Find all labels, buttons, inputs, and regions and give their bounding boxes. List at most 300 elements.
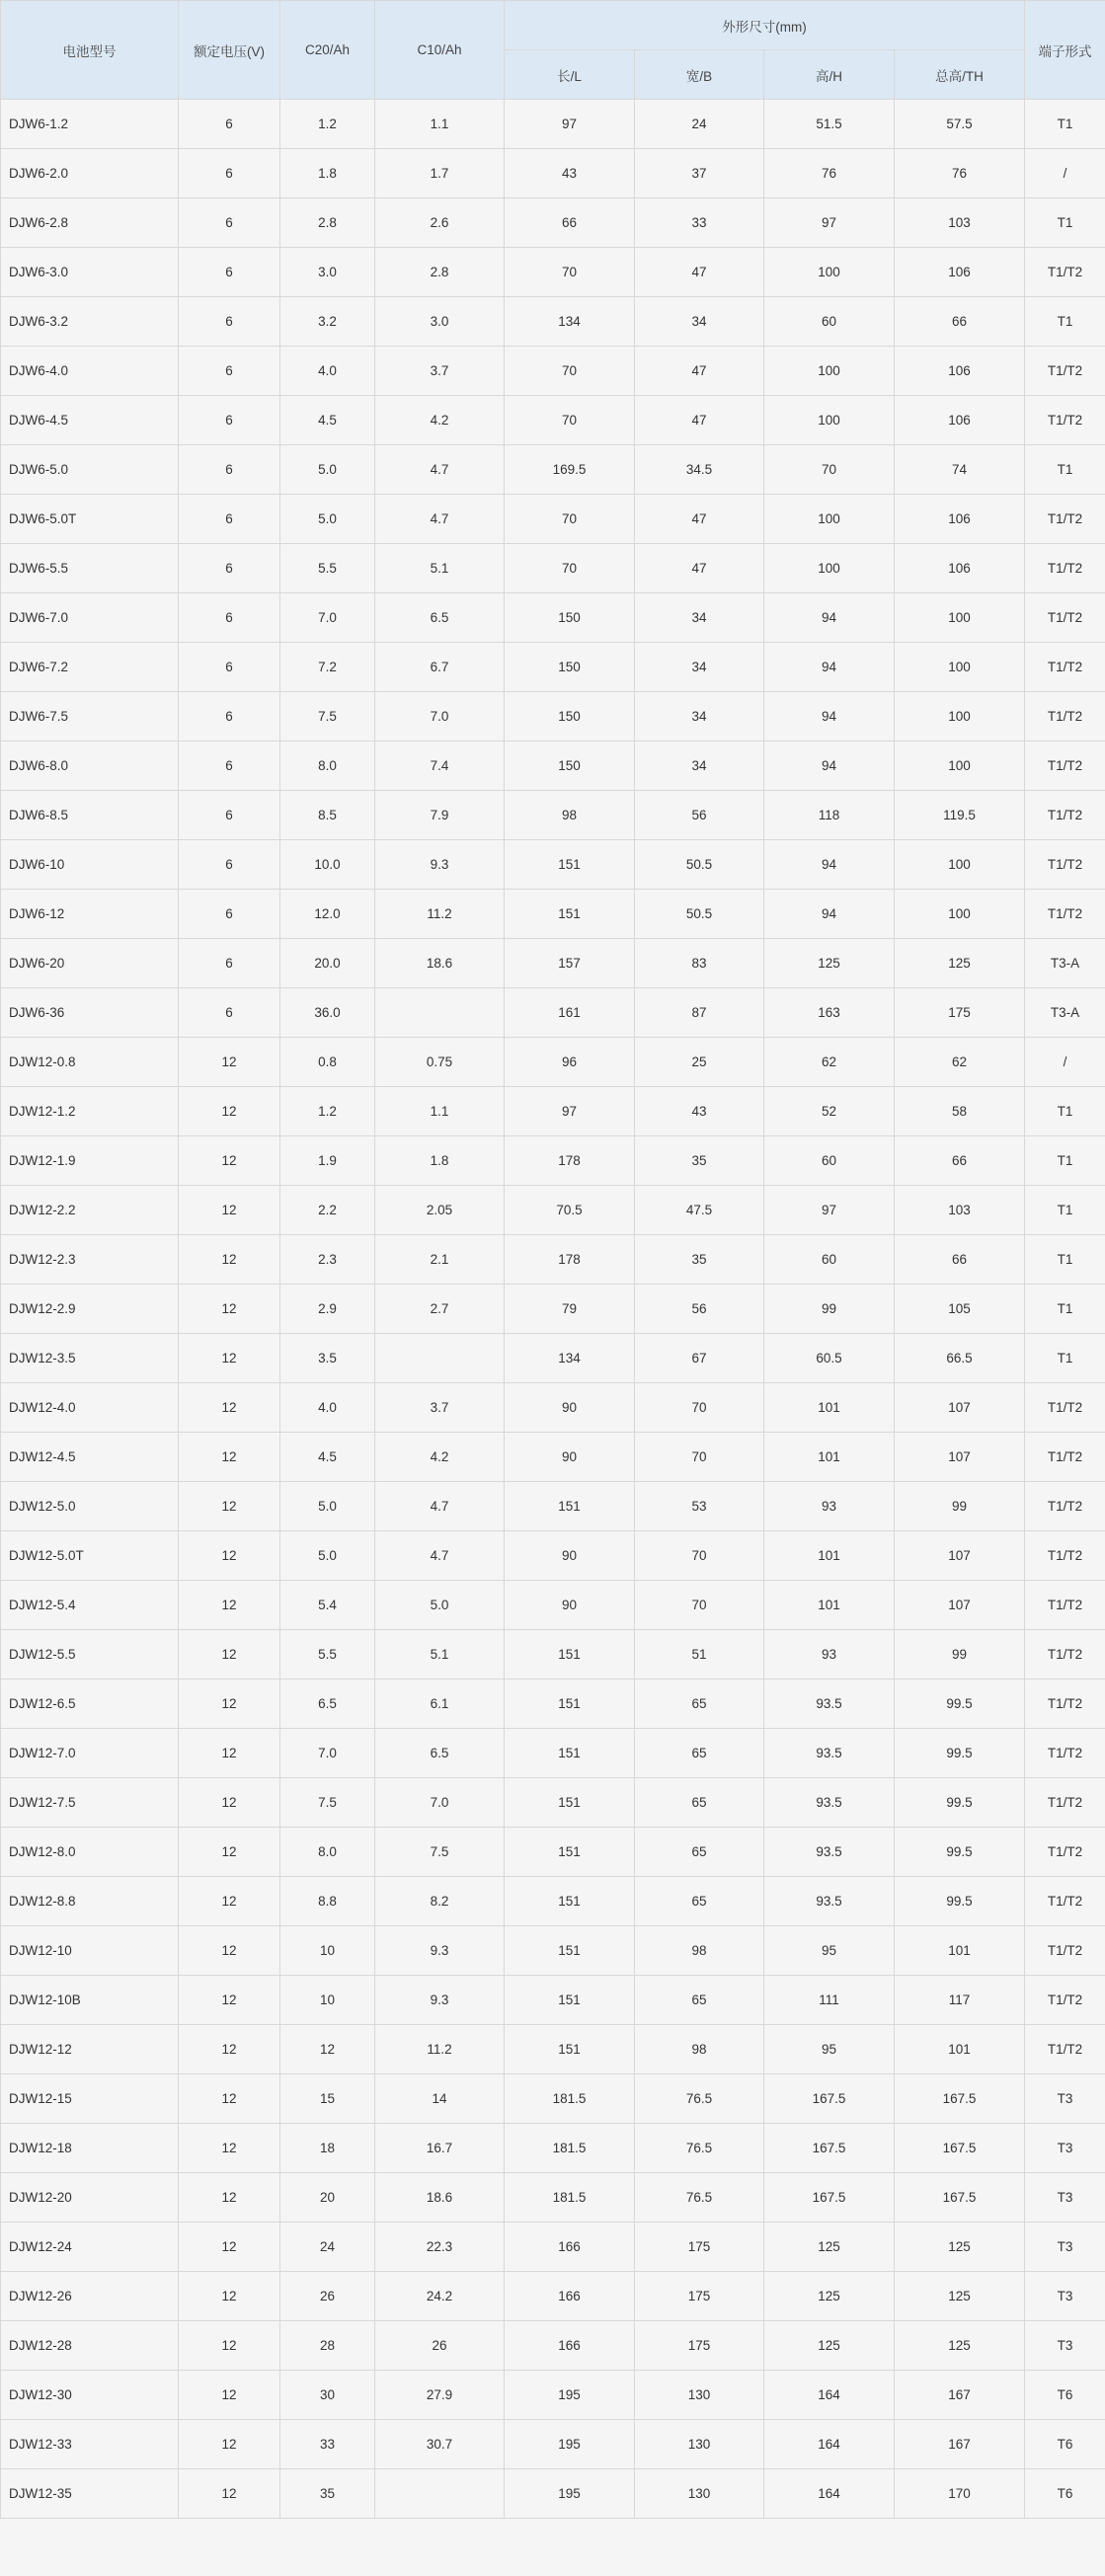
cell-width: 35: [635, 1136, 764, 1186]
cell-length: 166: [505, 2321, 635, 2371]
cell-c10: 8.2: [375, 1877, 505, 1926]
cell-length: 151: [505, 890, 635, 939]
cell-width: 47: [635, 396, 764, 445]
cell-c10: 16.7: [375, 2124, 505, 2173]
cell-length: 151: [505, 1877, 635, 1926]
cell-c20: 12: [280, 2025, 375, 2074]
cell-total-height: 125: [895, 2223, 1025, 2272]
cell-total-height: 99.5: [895, 1778, 1025, 1828]
cell-c20: 4.5: [280, 396, 375, 445]
cell-terminal: T3-A: [1025, 939, 1105, 988]
cell-total-height: 175: [895, 988, 1025, 1038]
cell-total-height: 99.5: [895, 1828, 1025, 1877]
table-row: [1, 890, 1105, 939]
cell-voltage: 6: [179, 248, 280, 297]
cell-terminal: T1/T2: [1025, 791, 1105, 840]
cell-length: 150: [505, 593, 635, 643]
cell-width: 24: [635, 100, 764, 149]
cell-terminal: T1: [1025, 445, 1105, 495]
cell-model: DJW6-20: [1, 939, 179, 988]
cell-terminal: T3: [1025, 2074, 1105, 2124]
cell-c20: 8.8: [280, 1877, 375, 1926]
cell-c10: 4.2: [375, 396, 505, 445]
cell-height: 60: [764, 297, 895, 347]
cell-c10: 7.0: [375, 692, 505, 742]
cell-height: 167.5: [764, 2173, 895, 2223]
cell-model: DJW6-5.5: [1, 544, 179, 593]
cell-height: 93: [764, 1482, 895, 1531]
cell-c20: 0.8: [280, 1038, 375, 1087]
cell-height: 95: [764, 1926, 895, 1976]
cell-width: 47: [635, 347, 764, 396]
cell-voltage: 6: [179, 297, 280, 347]
cell-terminal: T1/T2: [1025, 840, 1105, 890]
cell-c20: 18: [280, 2124, 375, 2173]
cell-c10: 6.5: [375, 593, 505, 643]
cell-width: 65: [635, 1778, 764, 1828]
cell-terminal: T1: [1025, 1186, 1105, 1235]
cell-voltage: 12: [179, 2074, 280, 2124]
cell-c10: 5.0: [375, 1581, 505, 1630]
cell-model: DJW12-24: [1, 2223, 179, 2272]
cell-terminal: T1/T2: [1025, 1828, 1105, 1877]
cell-terminal: T1: [1025, 1136, 1105, 1186]
cell-model: DJW6-36: [1, 988, 179, 1038]
table-row: [1, 791, 1105, 840]
cell-c10: 4.2: [375, 1433, 505, 1482]
cell-c10: 6.5: [375, 1729, 505, 1778]
cell-length: 70: [505, 495, 635, 544]
cell-c10: 3.7: [375, 347, 505, 396]
cell-length: 97: [505, 100, 635, 149]
cell-model: DJW6-7.2: [1, 643, 179, 692]
table-row: [1, 2272, 1105, 2321]
cell-model: DJW6-8.0: [1, 742, 179, 791]
cell-width: 35: [635, 1235, 764, 1285]
cell-width: 70: [635, 1531, 764, 1581]
cell-model: DJW12-4.0: [1, 1383, 179, 1433]
cell-terminal: T3: [1025, 2173, 1105, 2223]
cell-terminal: T3: [1025, 2223, 1105, 2272]
cell-total-height: 107: [895, 1383, 1025, 1433]
table-row: [1, 1334, 1105, 1383]
cell-model: DJW12-30: [1, 2371, 179, 2420]
cell-height: 118: [764, 791, 895, 840]
table-row: [1, 593, 1105, 643]
cell-height: 93.5: [764, 1877, 895, 1926]
cell-model: DJW6-7.5: [1, 692, 179, 742]
cell-voltage: 12: [179, 1334, 280, 1383]
cell-total-height: 58: [895, 1087, 1025, 1136]
cell-voltage: 12: [179, 1235, 280, 1285]
cell-total-height: 170: [895, 2469, 1025, 2519]
cell-c10: 1.7: [375, 149, 505, 198]
cell-width: 65: [635, 1679, 764, 1729]
cell-length: 195: [505, 2371, 635, 2420]
cell-voltage: 12: [179, 1729, 280, 1778]
cell-length: 151: [505, 840, 635, 890]
cell-height: 95: [764, 2025, 895, 2074]
cell-c20: 10: [280, 1926, 375, 1976]
cell-width: 51: [635, 1630, 764, 1679]
cell-terminal: T3-A: [1025, 988, 1105, 1038]
cell-width: 70: [635, 1433, 764, 1482]
header-dimensions: 外形尺寸(mm): [505, 1, 1025, 50]
cell-total-height: 106: [895, 347, 1025, 396]
cell-width: 175: [635, 2223, 764, 2272]
cell-width: 34: [635, 593, 764, 643]
table-row: [1, 1926, 1105, 1976]
cell-length: 178: [505, 1235, 635, 1285]
cell-length: 134: [505, 1334, 635, 1383]
cell-c20: 12.0: [280, 890, 375, 939]
cell-length: 70: [505, 396, 635, 445]
cell-c20: 3.0: [280, 248, 375, 297]
cell-terminal: T3: [1025, 2321, 1105, 2371]
cell-total-height: 99: [895, 1482, 1025, 1531]
cell-model: DJW12-2.2: [1, 1186, 179, 1235]
cell-c10: 3.7: [375, 1383, 505, 1433]
cell-total-height: 101: [895, 1926, 1025, 1976]
table-row: [1, 297, 1105, 347]
cell-height: 100: [764, 544, 895, 593]
cell-c20: 2.3: [280, 1235, 375, 1285]
cell-c10: 2.1: [375, 1235, 505, 1285]
cell-width: 65: [635, 1729, 764, 1778]
cell-c10: 18.6: [375, 2173, 505, 2223]
cell-c10: 26: [375, 2321, 505, 2371]
table-row: [1, 2173, 1105, 2223]
cell-total-height: 100: [895, 643, 1025, 692]
cell-c10: 2.8: [375, 248, 505, 297]
table-row: [1, 100, 1105, 149]
cell-c20: 30: [280, 2371, 375, 2420]
cell-c20: 4.5: [280, 1433, 375, 1482]
cell-voltage: 12: [179, 1186, 280, 1235]
table-row: [1, 347, 1105, 396]
table-row: [1, 1778, 1105, 1828]
cell-length: 195: [505, 2469, 635, 2519]
cell-width: 98: [635, 1926, 764, 1976]
cell-model: DJW12-18: [1, 2124, 179, 2173]
cell-length: 151: [505, 1630, 635, 1679]
cell-model: DJW12-20: [1, 2173, 179, 2223]
header-model: 电池型号: [1, 1, 179, 100]
cell-width: 76.5: [635, 2173, 764, 2223]
cell-c20: 8.0: [280, 742, 375, 791]
cell-total-height: 119.5: [895, 791, 1025, 840]
table-row: [1, 2025, 1105, 2074]
table-header: [1, 1, 1105, 100]
cell-height: 164: [764, 2371, 895, 2420]
cell-height: 164: [764, 2469, 895, 2519]
cell-total-height: 66: [895, 297, 1025, 347]
cell-model: DJW6-12: [1, 890, 179, 939]
cell-model: DJW12-5.0T: [1, 1531, 179, 1581]
cell-terminal: T1/T2: [1025, 593, 1105, 643]
cell-terminal: T1/T2: [1025, 347, 1105, 396]
cell-height: 125: [764, 2272, 895, 2321]
cell-total-height: 125: [895, 2272, 1025, 2321]
cell-height: 94: [764, 840, 895, 890]
cell-height: 51.5: [764, 100, 895, 149]
cell-width: 65: [635, 1976, 764, 2025]
cell-c10: [375, 988, 505, 1038]
cell-terminal: T1/T2: [1025, 1482, 1105, 1531]
cell-c20: 2.8: [280, 198, 375, 248]
cell-total-height: 99: [895, 1630, 1025, 1679]
cell-c20: 15: [280, 2074, 375, 2124]
cell-c20: 10: [280, 1976, 375, 2025]
table-row: [1, 2469, 1105, 2519]
cell-c10: 0.75: [375, 1038, 505, 1087]
cell-total-height: 57.5: [895, 100, 1025, 149]
cell-c20: 36.0: [280, 988, 375, 1038]
cell-voltage: 6: [179, 347, 280, 396]
cell-length: 70: [505, 248, 635, 297]
cell-width: 50.5: [635, 840, 764, 890]
table-row: [1, 1433, 1105, 1482]
cell-terminal: T1/T2: [1025, 1976, 1105, 2025]
cell-width: 25: [635, 1038, 764, 1087]
cell-height: 167.5: [764, 2124, 895, 2173]
cell-terminal: T1: [1025, 100, 1105, 149]
cell-terminal: T1: [1025, 1334, 1105, 1383]
cell-height: 94: [764, 643, 895, 692]
cell-length: 181.5: [505, 2074, 635, 2124]
cell-c10: 7.4: [375, 742, 505, 791]
cell-total-height: 107: [895, 1531, 1025, 1581]
cell-length: 150: [505, 692, 635, 742]
cell-voltage: 12: [179, 1383, 280, 1433]
cell-height: 111: [764, 1976, 895, 2025]
cell-voltage: 6: [179, 791, 280, 840]
cell-voltage: 12: [179, 1285, 280, 1334]
cell-width: 76.5: [635, 2124, 764, 2173]
cell-c10: 27.9: [375, 2371, 505, 2420]
cell-c20: 5.4: [280, 1581, 375, 1630]
cell-width: 65: [635, 1828, 764, 1877]
cell-total-height: 167.5: [895, 2074, 1025, 2124]
cell-c20: 24: [280, 2223, 375, 2272]
cell-width: 34: [635, 692, 764, 742]
cell-voltage: 6: [179, 840, 280, 890]
cell-length: 151: [505, 1679, 635, 1729]
table-row: [1, 1581, 1105, 1630]
cell-c10: 24.2: [375, 2272, 505, 2321]
cell-terminal: T1/T2: [1025, 742, 1105, 791]
cell-c20: 4.0: [280, 347, 375, 396]
cell-height: 97: [764, 198, 895, 248]
cell-c10: 4.7: [375, 1482, 505, 1531]
header-total-height: 总高/TH: [895, 50, 1025, 100]
cell-width: 34.5: [635, 445, 764, 495]
cell-length: 181.5: [505, 2173, 635, 2223]
cell-terminal: T1/T2: [1025, 692, 1105, 742]
cell-model: DJW12-12: [1, 2025, 179, 2074]
header-width: 宽/B: [635, 50, 764, 100]
cell-model: DJW6-8.5: [1, 791, 179, 840]
cell-model: DJW12-2.3: [1, 1235, 179, 1285]
cell-c20: 1.9: [280, 1136, 375, 1186]
cell-total-height: 107: [895, 1433, 1025, 1482]
cell-model: DJW12-10: [1, 1926, 179, 1976]
cell-voltage: 12: [179, 1136, 280, 1186]
cell-width: 56: [635, 791, 764, 840]
cell-total-height: 167: [895, 2420, 1025, 2469]
cell-height: 93.5: [764, 1679, 895, 1729]
cell-terminal: T3: [1025, 2124, 1105, 2173]
cell-height: 93.5: [764, 1778, 895, 1828]
header-voltage: 额定电压(V): [179, 1, 280, 100]
cell-width: 87: [635, 988, 764, 1038]
cell-c10: [375, 2469, 505, 2519]
cell-voltage: 6: [179, 149, 280, 198]
table-row: [1, 840, 1105, 890]
cell-model: DJW12-35: [1, 2469, 179, 2519]
cell-voltage: 6: [179, 198, 280, 248]
cell-voltage: 6: [179, 445, 280, 495]
cell-terminal: T1: [1025, 1087, 1105, 1136]
cell-height: 52: [764, 1087, 895, 1136]
cell-terminal: T1/T2: [1025, 643, 1105, 692]
cell-height: 93.5: [764, 1828, 895, 1877]
cell-terminal: T1/T2: [1025, 248, 1105, 297]
cell-terminal: T1: [1025, 198, 1105, 248]
cell-c10: 5.1: [375, 1630, 505, 1679]
cell-voltage: 12: [179, 1679, 280, 1729]
cell-model: DJW6-7.0: [1, 593, 179, 643]
cell-voltage: 6: [179, 100, 280, 149]
cell-terminal: T1/T2: [1025, 1778, 1105, 1828]
cell-model: DJW6-3.0: [1, 248, 179, 297]
cell-c20: 1.2: [280, 100, 375, 149]
cell-width: 130: [635, 2371, 764, 2420]
table-row: [1, 1087, 1105, 1136]
cell-c10: 1.8: [375, 1136, 505, 1186]
cell-total-height: 99.5: [895, 1877, 1025, 1926]
cell-total-height: 62: [895, 1038, 1025, 1087]
cell-c20: 7.0: [280, 1729, 375, 1778]
cell-model: DJW12-5.0: [1, 1482, 179, 1531]
cell-height: 94: [764, 742, 895, 791]
cell-height: 93: [764, 1630, 895, 1679]
cell-length: 166: [505, 2272, 635, 2321]
cell-length: 70.5: [505, 1186, 635, 1235]
cell-height: 125: [764, 2223, 895, 2272]
cell-c10: 18.6: [375, 939, 505, 988]
cell-height: 164: [764, 2420, 895, 2469]
table-row: [1, 2074, 1105, 2124]
cell-voltage: 12: [179, 1531, 280, 1581]
cell-voltage: 12: [179, 1976, 280, 2025]
cell-width: 175: [635, 2321, 764, 2371]
cell-width: 98: [635, 2025, 764, 2074]
cell-model: DJW12-10B: [1, 1976, 179, 2025]
cell-length: 157: [505, 939, 635, 988]
cell-width: 34: [635, 643, 764, 692]
cell-model: DJW6-2.0: [1, 149, 179, 198]
table-row: [1, 149, 1105, 198]
cell-total-height: 106: [895, 544, 1025, 593]
cell-c20: 7.0: [280, 593, 375, 643]
cell-model: DJW6-3.2: [1, 297, 179, 347]
cell-model: DJW12-1.2: [1, 1087, 179, 1136]
cell-c10: 1.1: [375, 1087, 505, 1136]
cell-width: 76.5: [635, 2074, 764, 2124]
cell-length: 151: [505, 1729, 635, 1778]
cell-c20: 10.0: [280, 840, 375, 890]
table-row: [1, 742, 1105, 791]
table-row: [1, 248, 1105, 297]
cell-length: 90: [505, 1383, 635, 1433]
cell-c20: 33: [280, 2420, 375, 2469]
cell-c10: 3.0: [375, 297, 505, 347]
cell-terminal: /: [1025, 1038, 1105, 1087]
table-row: [1, 643, 1105, 692]
cell-length: 90: [505, 1531, 635, 1581]
cell-c20: 5.0: [280, 495, 375, 544]
cell-c10: 2.7: [375, 1285, 505, 1334]
cell-model: DJW6-4.0: [1, 347, 179, 396]
cell-terminal: T1/T2: [1025, 1630, 1105, 1679]
cell-width: 175: [635, 2272, 764, 2321]
table-row: [1, 2371, 1105, 2420]
cell-model: DJW12-4.5: [1, 1433, 179, 1482]
cell-model: DJW6-5.0: [1, 445, 179, 495]
table-row: [1, 1285, 1105, 1334]
cell-terminal: T1/T2: [1025, 2025, 1105, 2074]
cell-voltage: 12: [179, 1926, 280, 1976]
cell-height: 60: [764, 1235, 895, 1285]
cell-width: 47.5: [635, 1186, 764, 1235]
cell-total-height: 103: [895, 198, 1025, 248]
cell-model: DJW12-1.9: [1, 1136, 179, 1186]
table-row: [1, 1531, 1105, 1581]
cell-total-height: 66.5: [895, 1334, 1025, 1383]
cell-voltage: 12: [179, 1828, 280, 1877]
cell-terminal: T1/T2: [1025, 396, 1105, 445]
cell-height: 125: [764, 2321, 895, 2371]
cell-terminal: T1/T2: [1025, 890, 1105, 939]
cell-c20: 5.5: [280, 1630, 375, 1679]
cell-total-height: 167: [895, 2371, 1025, 2420]
cell-total-height: 100: [895, 742, 1025, 791]
cell-model: DJW12-5.5: [1, 1630, 179, 1679]
cell-terminal: T1/T2: [1025, 1531, 1105, 1581]
cell-c10: 2.05: [375, 1186, 505, 1235]
cell-terminal: T1/T2: [1025, 1679, 1105, 1729]
table-row: [1, 939, 1105, 988]
cell-model: DJW12-0.8: [1, 1038, 179, 1087]
cell-height: 100: [764, 347, 895, 396]
header-terminal: 端子形式: [1025, 1, 1105, 100]
cell-total-height: 106: [895, 396, 1025, 445]
cell-voltage: 6: [179, 939, 280, 988]
cell-total-height: 125: [895, 939, 1025, 988]
cell-height: 94: [764, 890, 895, 939]
cell-width: 130: [635, 2420, 764, 2469]
cell-model: DJW12-2.9: [1, 1285, 179, 1334]
cell-total-height: 107: [895, 1581, 1025, 1630]
cell-total-height: 101: [895, 2025, 1025, 2074]
cell-terminal: T1/T2: [1025, 1581, 1105, 1630]
cell-width: 130: [635, 2469, 764, 2519]
cell-total-height: 103: [895, 1186, 1025, 1235]
table-row: [1, 1038, 1105, 1087]
cell-total-height: 100: [895, 593, 1025, 643]
cell-c10: 4.7: [375, 445, 505, 495]
